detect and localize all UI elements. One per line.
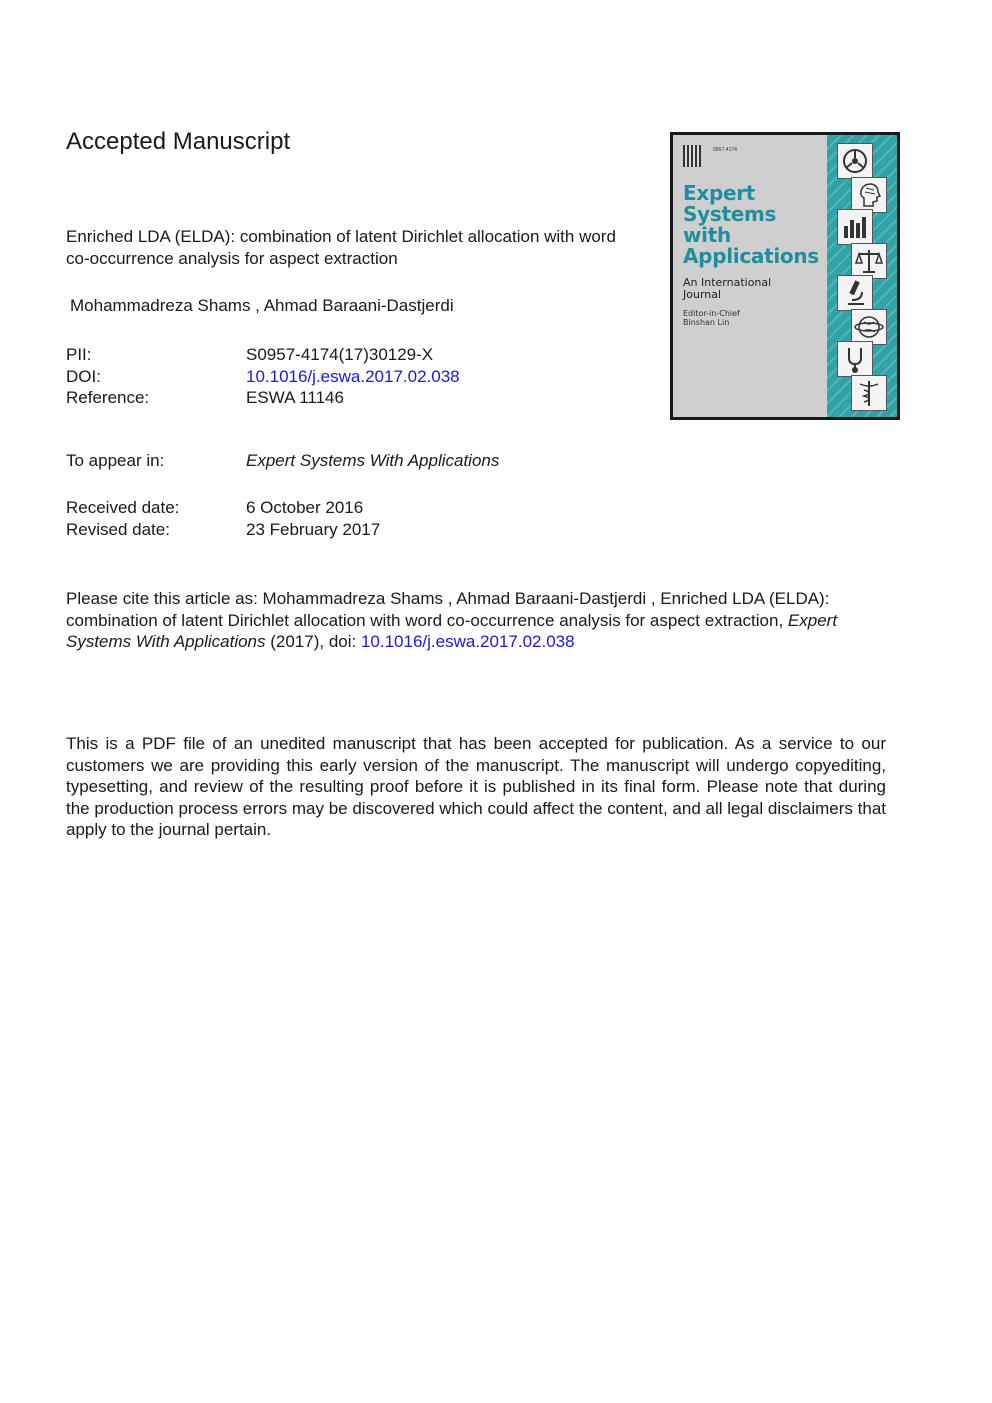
disclaimer-paragraph: This is a PDF file of an unedited manuscript that has been accepted for publication. As a service to our customers we are providing this early version of the manuscript. The manuscript will undergo copyediting, typesetting, and review of the resulting proof before it is published in its final form. Please note that during the production process errors may be discovered which could affect the content, and all legal disclaimers that apply to the journal pertain.: [66, 734, 886, 839]
cover-subtitle: An International Journal: [683, 276, 772, 301]
article-authors: Mohammadreza Shams , Ahmad Baraani-Dastjerdi: [70, 296, 454, 315]
journal-cover: [670, 132, 900, 420]
bar-chart-icon: [837, 209, 873, 245]
doi-label: DOI:: [66, 367, 101, 386]
received-value: 6 October 2016: [246, 498, 364, 517]
citation-paragraph: [66, 588, 886, 653]
cover-title: Expert Systems with Applications: [683, 181, 819, 268]
steering-wheel-icon: [837, 143, 873, 179]
stethoscope-icon: [837, 341, 873, 377]
revised-label: Revised date:: [66, 520, 170, 539]
article-title: Enriched LDA (ELDA): combination of latent Dirichlet allocation with word co-occurrence analysis for aspect extraction: [66, 227, 616, 268]
reference-value: ESWA 11146: [246, 388, 344, 407]
pii-value: S0957-4174(17)30129-X: [246, 345, 434, 364]
cover-editor: Editor-in-Chief Binshan Lin: [683, 309, 740, 327]
citation-middle: (2017), doi:: [265, 632, 361, 651]
received-label: Received date:: [66, 498, 180, 517]
cover-issn: 0957-4174: [713, 147, 737, 153]
cover-text-panel: [673, 135, 827, 417]
globe-icon: [851, 309, 887, 345]
scales-icon: [851, 243, 887, 279]
doi-link[interactable]: 10.1016/j.eswa.2017.02.038: [246, 367, 460, 386]
page-heading: Accepted Manuscript: [66, 128, 291, 155]
citation-prefix: Please cite this article as: Mohammadreza Shams , Ahmad Baraani-Dastjerdi , Enriched LDA (ELDA): combination of latent Dirichlet allocation with word co-occurrence analysis for aspect extraction,: [66, 589, 830, 630]
qr-code-icon: [683, 145, 701, 167]
citation-journal: Expert Systems With Applications: [66, 610, 838, 651]
cover-icon-strip: [827, 135, 897, 417]
head-profile-icon: [851, 177, 887, 213]
reference-label: Reference:: [66, 388, 150, 407]
appear-value: Expert Systems With Applications: [246, 451, 500, 470]
citation-doi-link[interactable]: 10.1016/j.eswa.2017.02.038: [360, 632, 575, 651]
pii-label: PII:: [66, 345, 92, 364]
appear-label: To appear in:: [66, 451, 165, 470]
microscope-icon: [837, 275, 873, 311]
revised-value: 23 February 2017: [246, 520, 381, 539]
caduceus-icon: [851, 375, 887, 411]
